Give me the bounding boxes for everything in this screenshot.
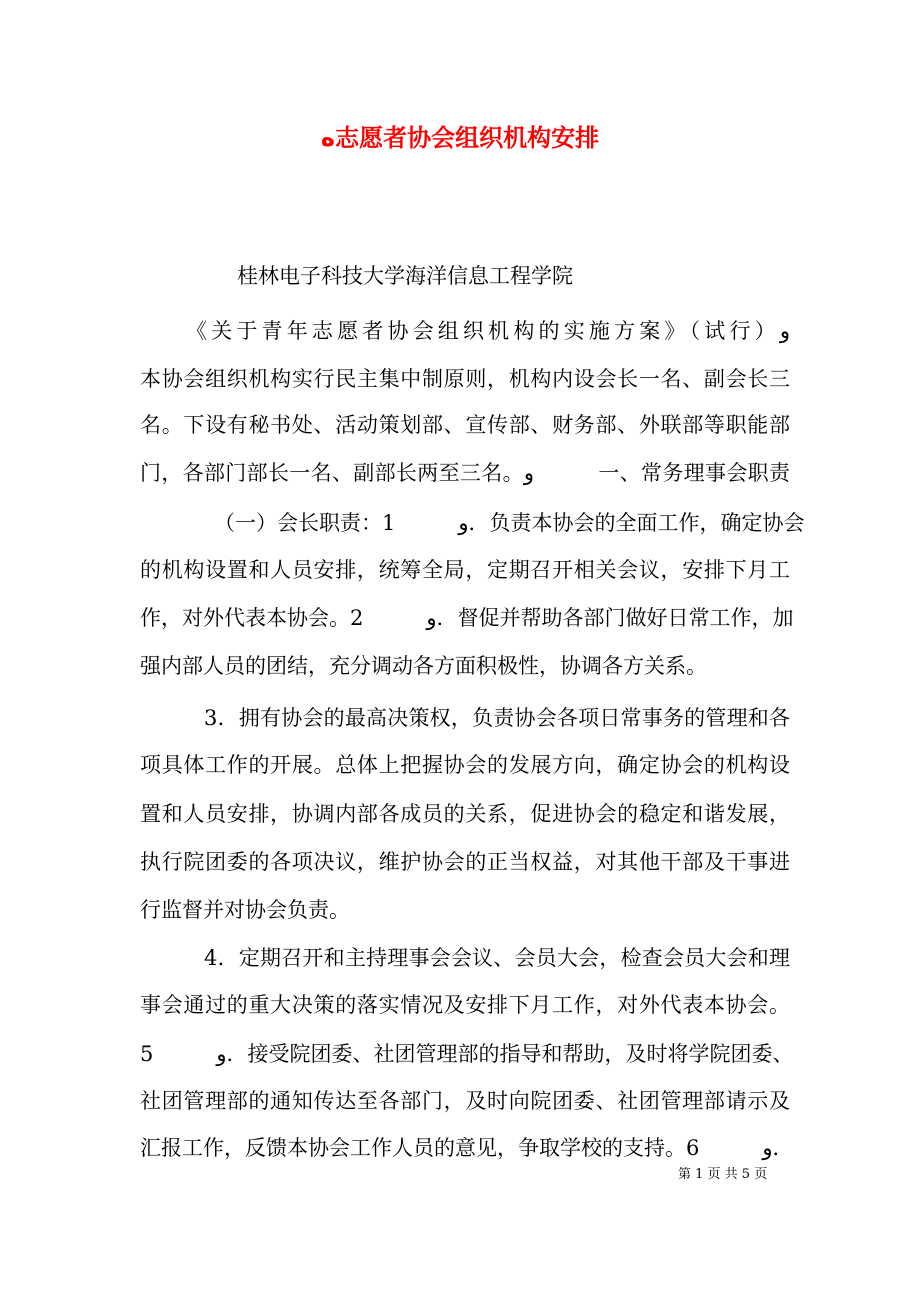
body-line: （一）会长职责：1 و．负责本协会的全面工作，确定协会 bbox=[214, 511, 805, 535]
body-line: 门，各部门部长一名、副部长两至三名。و 一、常务理事会职责 bbox=[140, 461, 790, 485]
body-line: 行监督并对协会负责。 bbox=[140, 898, 350, 922]
body-line: 执行院团委的各项决议，维护协会的正当权益，对其他干部及干事进 bbox=[140, 850, 790, 874]
body-line: 名。下设有秘书处、活动策划部、宣传部、财务部、外联部等职能部 bbox=[140, 413, 790, 437]
body-line: 5 و．接受院团委、社团管理部的指导和帮助，及时将学院团委、 bbox=[140, 1042, 794, 1066]
body-line: 作，对外代表本协会。2 و．督促并帮助各部门做好日常工作，加 bbox=[140, 606, 794, 630]
body-line: 置和人员安排，协调内部各成员的关系，促进协会的稳定和谐发展， bbox=[140, 802, 790, 826]
body-line: 4．定期召开和主持理事会会议、会员大会，检查会员大会和理 bbox=[204, 946, 790, 970]
body-line: 社团管理部的通知传达至各部门，及时向院团委、社团管理部请示及 bbox=[140, 1089, 790, 1113]
body-line: 汇报工作，反馈本协会工作人员的意见，争取学校的支持。6 و． bbox=[140, 1136, 794, 1160]
body-line: 的机构设置和人员安排，统筹全局，定期召开相关会议，安排下月工 bbox=[140, 558, 790, 582]
body-line: 事会通过的重大决策的落实情况及安排下月工作，对外代表本协会。 bbox=[140, 993, 790, 1017]
body-line: 《关于青年志愿者协会组织机构的实施方案》（试行）و bbox=[186, 319, 790, 343]
body-line: 3．拥有协会的最高决策权，负责协会各项日常事务的管理和各 bbox=[204, 706, 790, 730]
page-number: 第 1 页 共 5 页 bbox=[678, 1167, 768, 1182]
body-line: 项具体工作的开展。总体上把握协会的发展方向，确定协会的机构设 bbox=[140, 753, 790, 777]
body-line: 强内部人员的团结，充分调动各方面积极性，协调各方关系。 bbox=[140, 654, 707, 678]
body-line: 本协会组织机构实行民主集中制原则，机构内设会长一名、副会长三 bbox=[140, 367, 790, 391]
body-line-institution: 桂林电子科技大学海洋信息工程学院 bbox=[237, 264, 573, 288]
document-title: ه志愿者协会组织机构安排 bbox=[320, 124, 600, 152]
